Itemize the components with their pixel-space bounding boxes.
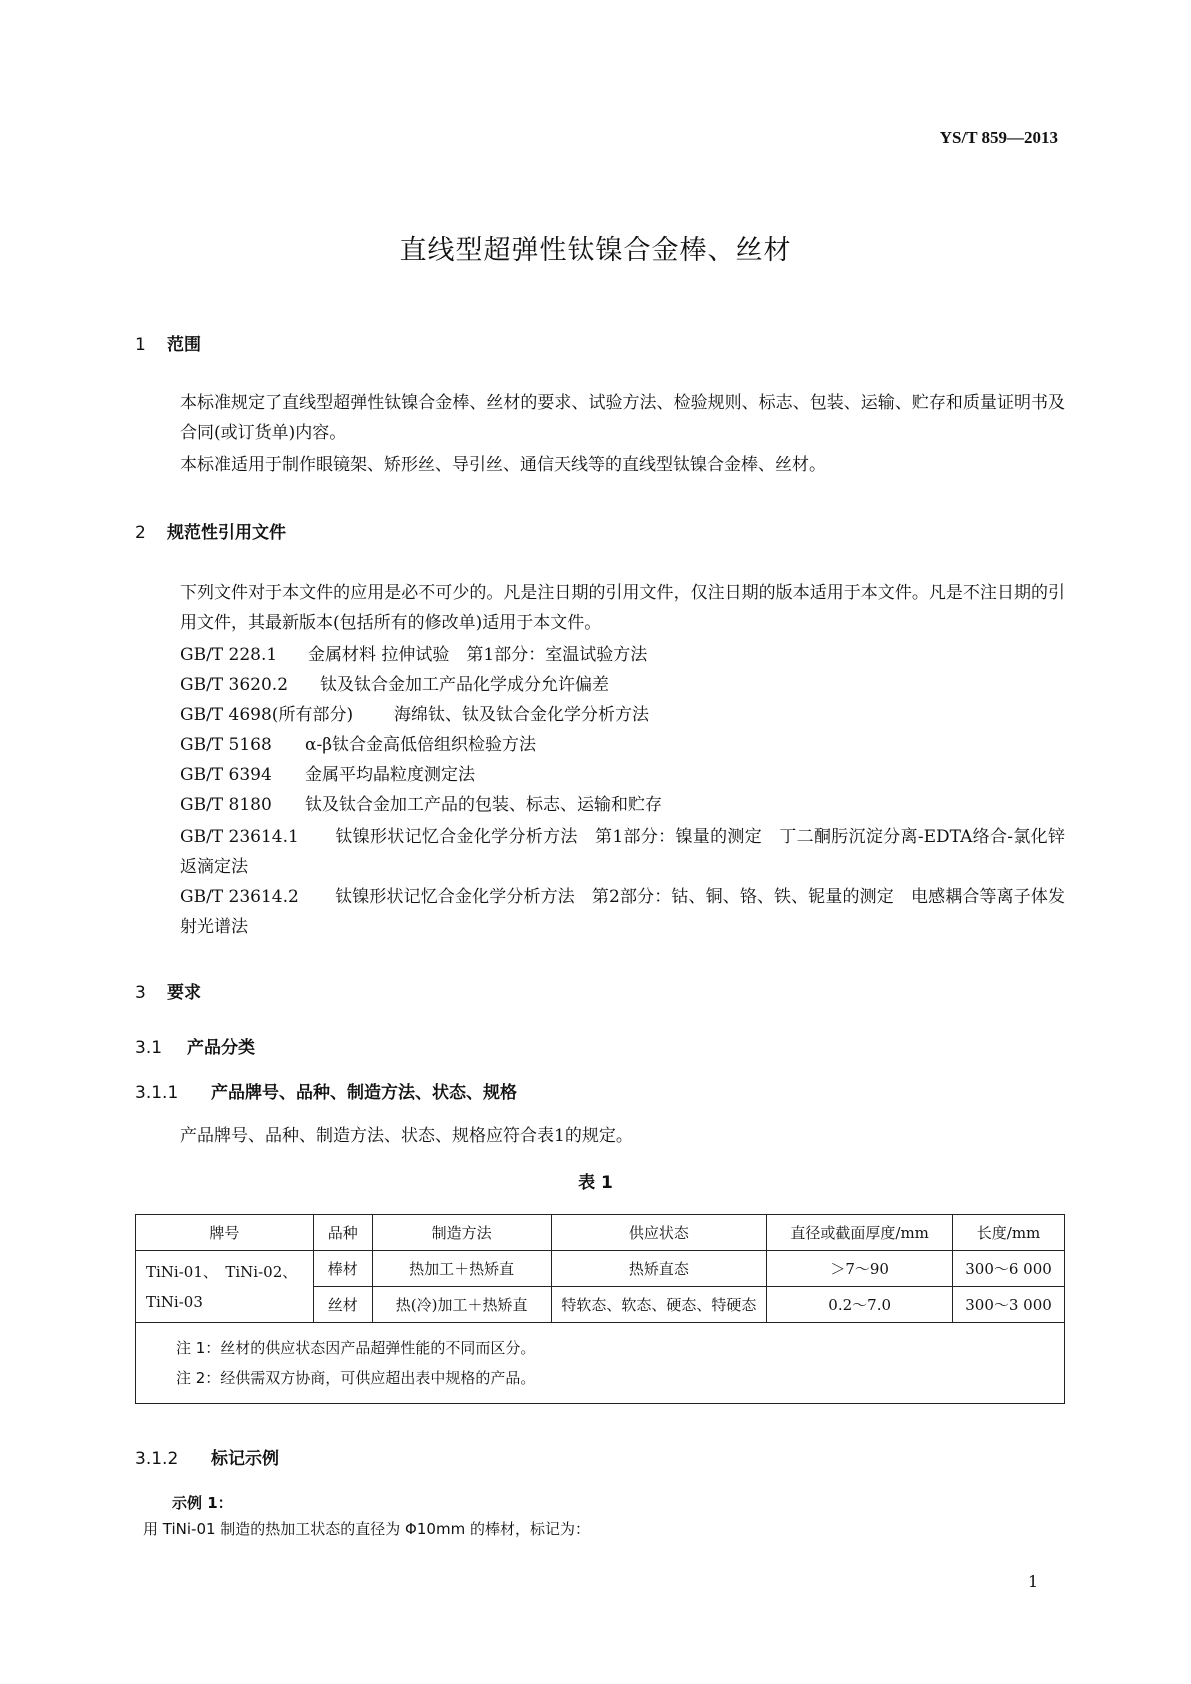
subsection-3-1-heading: 3.1 产品分类	[135, 1038, 255, 1058]
subsection-3-1-1-heading: 3.1.1 产品牌号、品种、制造方法、状态、规格	[135, 1083, 517, 1103]
header-cell: 牌号	[136, 1215, 314, 1251]
section-1-heading	[135, 330, 201, 355]
header-cell: 品种	[313, 1215, 372, 1251]
reference-item: GB/T 23614.2 钛镍形状记忆合金化学分析方法 第2部分：钴、铜、铬、铁、铌量的测定 电感耦合等离子体发射光谱法	[180, 887, 1065, 937]
page-number: 1	[1028, 1572, 1039, 1591]
table-note: 注 2：经供需双方协商，可供应超出表中规格的产品。	[176, 1369, 536, 1387]
reference-item: GB/T 8180 钛及钛合金加工产品的包装、标志、运输和贮存	[180, 795, 662, 815]
scope-paragraph-2: 本标准适用于制作眼镜架、矫形丝、导引丝、通信天线等的直线型钛镍合金棒、丝材。	[180, 455, 826, 475]
reference-item: GB/T 6394 金属平均晶粒度测定法	[180, 765, 475, 785]
references-intro: 下列文件对于本文件的应用是必不可少的。凡是注日期的引用文件，仅注日期的版本适用于本文件。凡是不注日期的引用文件，其最新版本(包括所有的修改单)适用于本文件。	[180, 583, 1065, 633]
table-cell: ＞7～90	[767, 1251, 953, 1287]
scope-paragraph-1: 本标准规定了直线型超弹性钛镍合金棒、丝材的要求、试验方法、检验规则、标志、包装、运输、贮存和质量证明书及合同(或订货单)内容。	[180, 393, 1065, 443]
table-reference-text: 产品牌号、品种、制造方法、状态、规格应符合表1的规定。	[180, 1126, 633, 1146]
table-cell: 丝材	[313, 1287, 372, 1323]
table-row	[136, 1251, 1065, 1287]
header-cell: 制造方法	[372, 1215, 551, 1251]
table-cell: 特软态、软态、硬态、特硬态	[551, 1287, 767, 1323]
section-number: 3	[135, 983, 146, 1003]
table-header-row	[136, 1215, 1065, 1251]
section-title: 范围	[167, 335, 201, 355]
product-table	[135, 1214, 1065, 1404]
table-cell: 热(冷)加工＋热矫直	[372, 1287, 551, 1323]
reference-item: GB/T 3620.2 钛及钛合金加工产品化学成分允许偏差	[180, 675, 609, 695]
table-cell: 棒材	[313, 1251, 372, 1287]
table-notes-row	[136, 1323, 1065, 1404]
section-title: 要求	[167, 983, 201, 1003]
table-caption: 表 1	[578, 1173, 613, 1193]
table-cell: 300～3 000	[953, 1287, 1065, 1323]
document-title: 直线型超弹性钛镍合金棒、丝材	[399, 235, 792, 266]
table-notes	[136, 1323, 1065, 1404]
subsection-3-1-2-heading: 3.1.2 标记示例	[135, 1449, 279, 1469]
table-cell: 0.2～7.0	[767, 1287, 953, 1323]
table-cell: 热矫直态	[551, 1251, 767, 1287]
example-label: 示例 1：	[172, 1494, 233, 1512]
standard-number: YS/T 859—2013	[939, 128, 1058, 147]
table-cell: 300～6 000	[953, 1251, 1065, 1287]
reference-item: GB/T 228.1 金属材料 拉伸试验 第1部分：室温试验方法	[180, 645, 648, 665]
reference-item: GB/T 4698(所有部分) 海绵钛、钛及钛合金化学分析方法	[180, 705, 649, 725]
reference-item: GB/T 5168 α-β钛合金高低倍组织检验方法	[180, 735, 537, 755]
section-2-heading	[135, 518, 286, 543]
header-cell: 直径或截面厚度/mm	[767, 1215, 953, 1251]
reference-item: GB/T 23614.1 钛镍形状记忆合金化学分析方法 第1部分：镍量的测定 丁二酮肟沉淀分离-EDTA络合-氯化锌返滴定法	[180, 827, 1065, 877]
header-cell: 长度/mm	[953, 1215, 1065, 1251]
table-cell: 热加工＋热矫直	[372, 1251, 551, 1287]
section-3-heading	[135, 978, 201, 1003]
section-title: 规范性引用文件	[167, 523, 286, 543]
section-number: 1	[135, 335, 146, 355]
grade-cell: TiNi-01、 TiNi-02、TiNi-03	[136, 1251, 314, 1323]
header-cell: 供应状态	[551, 1215, 767, 1251]
table-note: 注 1：丝材的供应状态因产品超弹性能的不同而区分。	[176, 1339, 536, 1357]
example-text: 用 TiNi-01 制造的热加工状态的直径为 Φ10mm 的棒材，标记为：	[143, 1520, 590, 1538]
section-number: 2	[135, 523, 146, 543]
